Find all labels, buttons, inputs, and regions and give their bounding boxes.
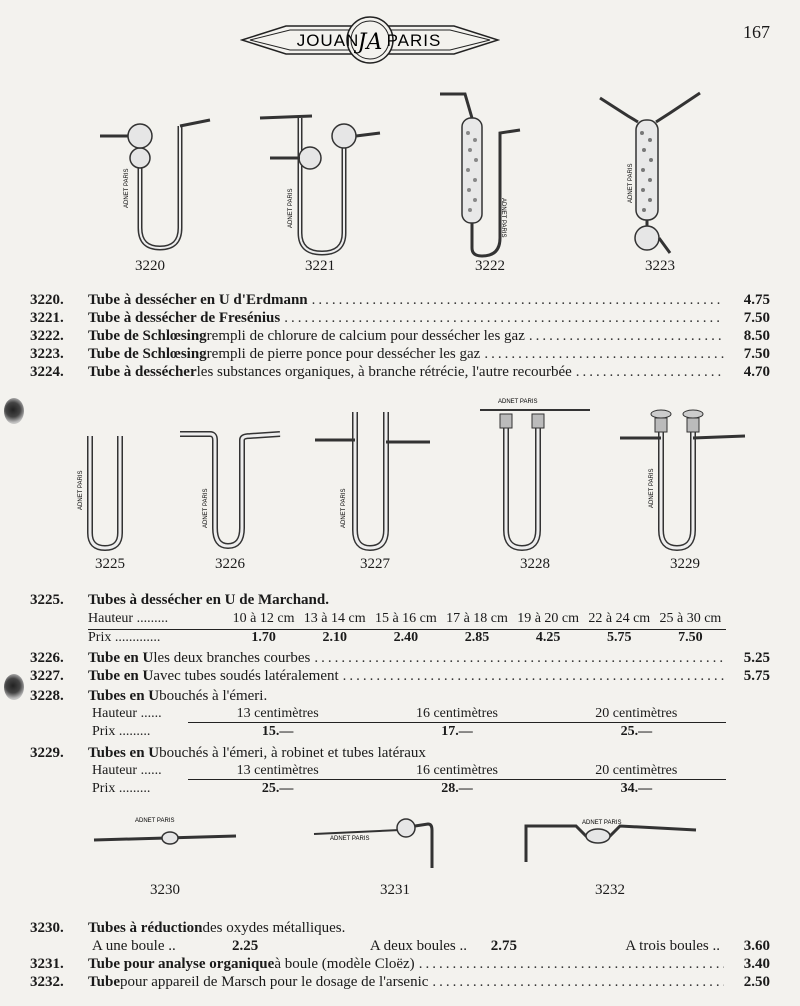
- table-row-prix: [92, 724, 726, 742]
- table-cell: 13 à 14 cm: [303, 611, 366, 626]
- figure-number: 3227: [360, 556, 390, 572]
- entry-title: Tube: [88, 974, 120, 990]
- entry-title: Tube de Schlœsing: [88, 346, 207, 362]
- entry-title: Tubes à réduction: [88, 920, 203, 936]
- table-cell: 13 centimètres: [188, 706, 367, 723]
- figure-3229: [615, 398, 755, 573]
- entry-3229: [30, 745, 770, 763]
- entry-title: Tube à dessécher: [88, 364, 197, 380]
- row-label: Hauteur ......: [92, 706, 162, 721]
- entry-price: 7.50: [743, 346, 770, 362]
- entry-3220: [30, 292, 770, 310]
- option-label: A une boule ..: [92, 938, 176, 954]
- jouan-paris-logo: [240, 14, 500, 66]
- figure-stamp: ADNET PARIS: [135, 818, 175, 824]
- entry-3223: [30, 346, 770, 364]
- row-label: Prix .........: [92, 724, 151, 739]
- entry-3221: [30, 310, 770, 328]
- figure-stamp: ADNET PARIS: [649, 468, 655, 508]
- table-3225: [88, 611, 726, 648]
- option-label: A trois boules ..: [625, 938, 720, 954]
- figure-number: 3230: [150, 882, 180, 898]
- table-cell: 17 à 18 cm: [446, 611, 508, 626]
- figure-stamp: ADNET PARIS: [78, 470, 84, 510]
- entry-price: 4.70: [743, 364, 770, 380]
- entry-price: 5.25: [743, 650, 770, 666]
- entry-number: 3223.: [30, 346, 64, 362]
- leader-dots: [314, 650, 724, 667]
- table-3228: [92, 706, 726, 742]
- entry-number: 3222.: [30, 328, 64, 344]
- entries-3226-3227: [30, 650, 770, 686]
- entry-description: pour appareil de Marsch pour le dosage de l'arsenic: [119, 974, 429, 990]
- table-row-prix: [88, 630, 726, 648]
- table-cell: 10 à 12 cm: [232, 611, 295, 626]
- entry-number: 3226.: [30, 650, 64, 666]
- entry-number: 3229.: [30, 745, 64, 761]
- entry-description: avec tubes soudés latéralement: [153, 668, 339, 684]
- option-price: 3.60: [743, 938, 770, 954]
- entry-3226: [30, 650, 770, 668]
- entry-3227: [30, 668, 770, 686]
- table-row-hauteur: [92, 706, 726, 724]
- figure-stamp: ADNET PARIS: [500, 198, 506, 238]
- table-cell: 20 centimètres: [547, 706, 726, 723]
- figure-number: 3228: [520, 556, 550, 572]
- entry-number: 3232.: [30, 974, 64, 990]
- entry-title: Tubes à dessécher en U de Marchand.: [88, 592, 329, 608]
- entry-description: bouchés à l'émeri.: [159, 688, 268, 704]
- leader-dots: [576, 364, 724, 381]
- entry-description: à boule (modèle Cloëz): [274, 956, 415, 972]
- table-cell: 7.50: [678, 630, 703, 645]
- entry-description: des oxydes métalliques.: [202, 920, 346, 936]
- figure-stamp: ADNET PARIS: [341, 488, 347, 528]
- figure-3225: [60, 398, 160, 573]
- entry-description: rempli de chlorure de calcium pour dessécher les gaz: [206, 328, 525, 344]
- table-cell: 5.75: [607, 630, 632, 645]
- entry-title: Tube en U: [88, 668, 154, 684]
- entry-number: 3228.: [30, 688, 64, 704]
- figure-number: 3226: [215, 556, 245, 572]
- figure-number: 3220: [135, 258, 165, 274]
- leader-dots: [484, 346, 724, 363]
- row-label: Hauteur .........: [88, 611, 169, 626]
- table-cell: 34.—: [620, 781, 653, 796]
- figure-3231: [310, 812, 480, 899]
- figure-3232: [520, 812, 700, 899]
- table-cell: 17.—: [441, 724, 473, 739]
- entries-3220-3224: [30, 292, 770, 382]
- entry-number: 3220.: [30, 292, 64, 308]
- figure-stamp: ADNET PARIS: [203, 488, 209, 528]
- entry-3225: [30, 592, 770, 610]
- table-cell: 20 centimètres: [547, 763, 726, 780]
- figure-stamp: ADNET PARIS: [330, 836, 370, 842]
- entry-number: 3225.: [30, 592, 64, 608]
- figure-stamp: ADNET PARIS: [498, 399, 538, 405]
- table-cell: 1.70: [251, 630, 276, 645]
- leader-dots: [312, 292, 724, 309]
- figure-3228: [470, 398, 600, 573]
- entry-title: Tubes en U: [88, 745, 160, 761]
- binder-hole: [4, 398, 24, 424]
- leader-dots: [529, 328, 724, 345]
- figure-number: 3232: [595, 882, 625, 898]
- row-label: Prix .............: [88, 630, 161, 645]
- table-row-hauteur: [92, 763, 726, 781]
- leader-dots: [419, 956, 724, 973]
- entry-title: Tube de Schlœsing: [88, 328, 207, 344]
- table-cell: 16 centimètres: [367, 763, 546, 780]
- leader-dots: [284, 310, 724, 327]
- row-label: Prix .........: [92, 781, 151, 796]
- entry-number: 3231.: [30, 956, 64, 972]
- figure-number: 3223: [645, 258, 675, 274]
- entry-price: 4.75: [743, 292, 770, 308]
- leader-dots: [432, 974, 724, 991]
- table-cell: 13 centimètres: [188, 763, 367, 780]
- entry-3224: [30, 364, 770, 382]
- table-cell: 25.—: [620, 724, 653, 739]
- entry-title: Tube pour analyse organique: [88, 956, 275, 972]
- table-cell: 15 à 16 cm: [374, 611, 437, 626]
- figure-stamp: ADNET PARIS: [628, 163, 634, 203]
- page-number: 167: [743, 22, 770, 42]
- brand-monogram: JA: [357, 30, 383, 55]
- table-cell: 15.—: [261, 724, 294, 739]
- table-cell: 25.—: [261, 781, 294, 796]
- entry-price: 5.75: [743, 668, 770, 684]
- entry-price: 2.50: [743, 974, 770, 990]
- entry-3231: [30, 956, 770, 974]
- brand-left: JOUAN: [296, 31, 360, 50]
- table-cell: 25 à 30 cm: [659, 611, 722, 626]
- figure-stamp: ADNET PARIS: [124, 168, 130, 208]
- row-label: Hauteur ......: [92, 763, 162, 778]
- entry-3228: [30, 688, 770, 706]
- entry-number: 3221.: [30, 310, 64, 326]
- table-row-hauteur: [88, 611, 726, 630]
- figure-3222: [420, 88, 560, 275]
- entry-number: 3230.: [30, 920, 64, 936]
- figure-3220: [80, 88, 220, 275]
- entry-title: Tubes en U: [88, 688, 160, 704]
- table-cell: 19 à 20 cm: [517, 611, 580, 626]
- entry-title: Tube à dessécher en U d'Erdmann: [88, 292, 308, 308]
- figure-3226: [170, 398, 290, 573]
- entry-3222: [30, 328, 770, 346]
- table-cell: 2.10: [322, 630, 347, 645]
- option-label: A deux boules ..: [369, 938, 467, 954]
- table-cell: 28.—: [441, 781, 473, 796]
- figure-3221: [250, 88, 390, 275]
- entry-3230: [30, 920, 770, 992]
- table-3229: [92, 763, 726, 799]
- entry-3232: [30, 974, 770, 992]
- entry-title: Tube en U: [88, 650, 154, 666]
- figure-row-2: [60, 398, 760, 578]
- entry-description: bouchés à l'émeri, à robinet et tubes latéraux: [159, 745, 426, 761]
- entry-number: 3227.: [30, 668, 64, 684]
- entry-3230-options: [30, 938, 770, 956]
- figure-row-3: [90, 812, 730, 902]
- figure-3230: [90, 812, 240, 899]
- figure-stamp: ADNET PARIS: [288, 188, 294, 228]
- entry-price: 7.50: [743, 310, 770, 326]
- entry-price: 3.40: [743, 956, 770, 972]
- figure-number: 3221: [305, 258, 335, 274]
- table-cell: 22 à 24 cm: [588, 611, 651, 626]
- table-cell: 2.85: [464, 630, 490, 645]
- table-cell: 16 centimètres: [367, 706, 546, 723]
- leader-dots: [343, 668, 724, 685]
- table-row-prix: [92, 781, 726, 799]
- figure-3223: [590, 88, 730, 275]
- table-cell: 2.40: [393, 630, 419, 645]
- figure-number: 3222: [475, 258, 505, 274]
- entry-price: 8.50: [743, 328, 770, 344]
- figure-number: 3225: [95, 556, 125, 572]
- figure-3227: [310, 398, 440, 573]
- entry-description: les deux branches courbes: [153, 650, 311, 666]
- figure-stamp: ADNET PARIS: [582, 820, 622, 826]
- table-cell: 4.25: [535, 630, 561, 645]
- figure-number: 3229: [670, 556, 700, 572]
- binder-hole: [4, 674, 24, 700]
- brand-right: PARIS: [386, 31, 442, 50]
- option-price: 2.25: [232, 938, 259, 954]
- entry-title: Tube à dessécher de Fresénius: [88, 310, 281, 326]
- entry-description: les substances organiques, à branche rétrécie, l'autre recourbée: [196, 364, 572, 380]
- entry-description: rempli de pierre ponce pour dessécher les gaz: [206, 346, 481, 362]
- figure-row-1: [60, 88, 760, 278]
- entry-number: 3224.: [30, 364, 64, 380]
- option-price: 2.75: [490, 938, 517, 954]
- figure-number: 3231: [380, 882, 410, 898]
